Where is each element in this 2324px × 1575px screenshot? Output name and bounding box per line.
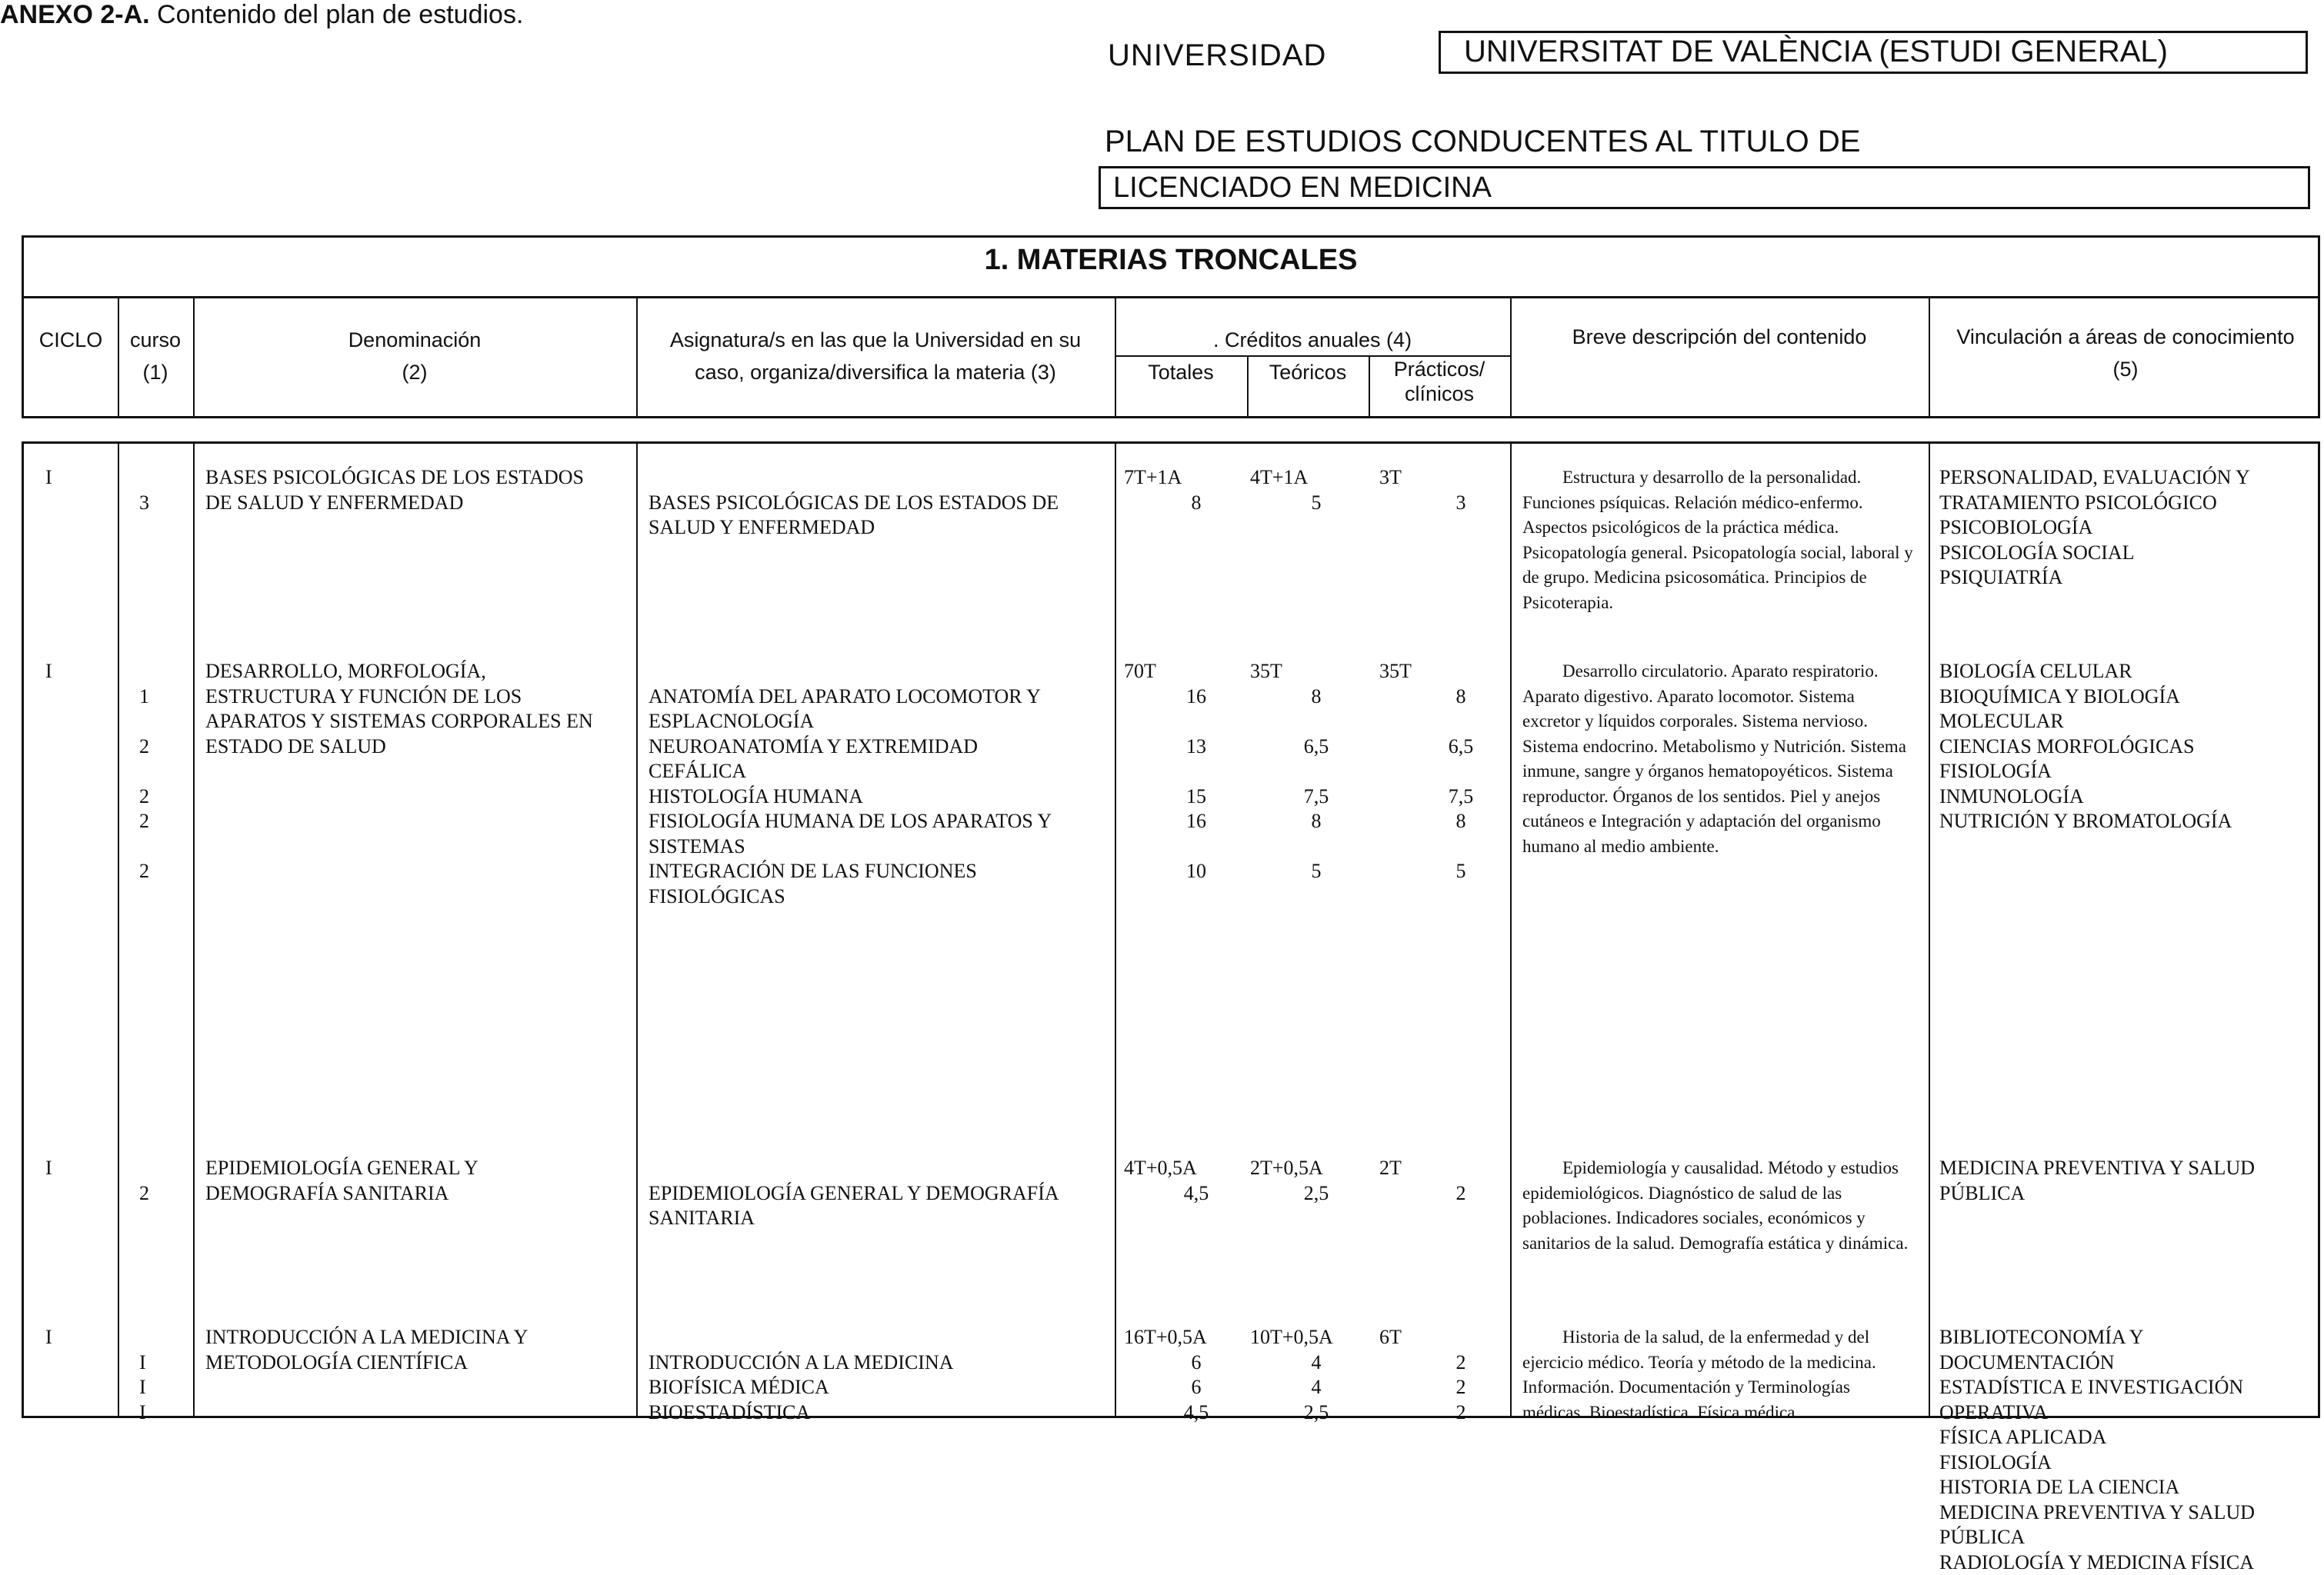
asignatura-totales: 6 [1158,1350,1235,1376]
header-denominacion: Denominación [193,325,636,355]
body-divider [193,444,195,1416]
body-divider [1115,444,1116,1416]
asignatura-curso: 1 [139,684,149,710]
asignatura-curso: 2 [139,809,149,834]
asignatura-totales: 15 [1158,784,1235,810]
area-conocimiento: PÚBLICA [1939,1525,2025,1550]
materia-denominacion: INTRODUCCIÓN A LA MEDICINA Y [205,1325,528,1350]
asignatura-totales: 10 [1158,859,1235,884]
asignatura-nombre: FISIOLÓGICAS [649,884,785,910]
asignatura-nombre: INTEGRACIÓN DE LAS FUNCIONES [649,859,977,884]
materia-totales: 16T+0,5A [1124,1325,1207,1350]
asignatura-teoricos: 8 [1278,684,1355,710]
area-conocimiento: MOLECULAR [1939,709,2064,734]
section-title: 1. MATERIAS TRONCALES [24,244,2318,277]
materia-denominacion: APARATOS Y SISTEMAS CORPORALES EN [205,709,593,734]
asignatura-nombre: INTRODUCCIÓN A LA MEDICINA [649,1350,954,1376]
asignatura-teoricos: 4 [1278,1375,1355,1400]
area-conocimiento: BIBLIOTECONOMÍA Y [1939,1325,2144,1350]
asignatura-nombre: BIOFÍSICA MÉDICA [649,1375,829,1400]
asignatura-teoricos: 7,5 [1278,784,1355,810]
area-conocimiento: PERSONALIDAD, EVALUACIÓN Y [1939,465,2250,491]
materia-totales: 70T [1124,659,1156,684]
asignatura-curso: I [139,1375,146,1400]
materia-descripcion: Desarrollo circulatorio. Aparato respiratorio. Aparato digestivo. Aparato locomotor. Sistema excretor y líquidos corporales. Sistema nervioso. Sistema endocrino. Metabolismo y Nutrición. Sistema inmune, sangre y órganos hematopoyéticos. Sistema reproductor. Órganos de los sentidos. Piel y anejos cutáneos e Integración y adaptación del organismo humano al medio ambiente. [1522,659,1915,859]
header-practicos-line: clínicos [1369,381,1510,406]
body-divider [1510,444,1512,1416]
annex-subtitle: Contenido del plan de estudios. [150,0,524,29]
asignatura-teoricos: 8 [1278,809,1355,834]
asignatura-practicos: 8 [1422,684,1499,710]
asignatura-nombre: EPIDEMIOLOGÍA GENERAL Y DEMOGRAFÍA [649,1181,1059,1207]
annex-title [0,0,523,30]
asignatura-nombre: SISTEMAS [649,834,745,860]
materia-teoricos: 35T [1250,659,1282,684]
university-label: UNIVERSIDAD [1108,38,1326,73]
asignatura-nombre: SANITARIA [649,1206,755,1231]
university-name: UNIVERSITAT DE VALÈNCIA (ESTUDI GENERAL) [1464,35,2168,68]
asignatura-curso: 3 [139,491,149,516]
materia-practicos: 6T [1379,1325,1402,1350]
materia-totales: 4T+0,5A [1124,1156,1197,1181]
header-divider [1510,297,1512,416]
body-divider [118,444,119,1416]
asignatura-totales: 6 [1158,1375,1235,1400]
table-body [22,441,2320,1418]
materia-denominacion: DEMOGRAFÍA SANITARIA [205,1181,448,1207]
header-curso-note: (1) [118,357,193,388]
asignatura-practicos: 8 [1422,809,1499,834]
materia-denominacion: BASES PSICOLÓGICAS DE LOS ESTADOS [205,465,584,491]
asignatura-totales: 16 [1158,809,1235,834]
asignatura-nombre: NEUROANATOMÍA Y EXTREMIDAD [649,734,978,760]
area-conocimiento: HISTORIA DE LA CIENCIA [1939,1475,2179,1500]
materia-descripcion: Historia de la salud, de la enfermedad y del ejercicio médico. Teoría y método de la medicina. Información. Documentación y Terminologías médicas. Bioestadística. Física médica. [1522,1325,1915,1425]
materia-teoricos: 4T+1A [1250,465,1308,491]
asignatura-teoricos: 6,5 [1278,734,1355,760]
area-conocimiento: PÚBLICA [1939,1181,2025,1207]
materia-ciclo: I [45,465,52,491]
asignatura-curso: I [139,1350,146,1376]
asignatura-totales: 13 [1158,734,1235,760]
header-descripcion: Breve descripción del contenido [1510,321,1929,352]
materia-denominacion: EPIDEMIOLOGÍA GENERAL Y [205,1156,478,1181]
body-divider [1929,444,1930,1416]
asignatura-totales: 8 [1158,491,1235,516]
asignatura-teoricos: 2,5 [1278,1181,1355,1207]
materia-denominacion: METODOLOGÍA CIENTÍFICA [205,1350,468,1376]
asignatura-nombre: ESPLACNOLOGÍA [649,709,814,734]
body-divider [636,444,638,1416]
asignatura-nombre: FISIOLOGÍA HUMANA DE LOS APARATOS Y [649,809,1052,834]
asignatura-curso: I [139,1400,146,1426]
header-practicos-line: Prácticos/ [1369,357,1510,381]
area-conocimiento: CIENCIAS MORFOLÓGICAS [1939,734,2195,760]
asignatura-totales: 16 [1158,684,1235,710]
materia-practicos: 2T [1379,1156,1402,1181]
header-vinculacion: Vinculación a áreas de conocimiento [1929,321,2322,352]
asignatura-curso: 2 [139,734,149,760]
area-conocimiento: NUTRICIÓN Y BROMATOLOGÍA [1939,809,2232,834]
plan-label: PLAN DE ESTUDIOS CONDUCENTES AL TITULO DE [1105,125,1860,159]
materia-ciclo: I [45,1325,52,1350]
header-creditos: . Créditos anuales (4) [1115,325,1510,355]
area-conocimiento: FISIOLOGÍA [1939,759,2052,784]
area-conocimiento: OPERATIVA [1939,1400,2048,1426]
header-denominacion-note: (2) [193,357,636,388]
materia-descripcion: Epidemiología y causalidad. Método y estudios epidemiológicos. Diagnóstico de salud de las poblaciones. Indicadores sociales, económicos y sanitarios de la salud. Demografía estática y dinámica. [1522,1156,1915,1256]
area-conocimiento: MEDICINA PREVENTIVA Y SALUD [1939,1500,2255,1526]
asignatura-practicos: 2 [1422,1181,1499,1207]
asignatura-practicos: 2 [1422,1400,1499,1426]
materia-descripcion: Estructura y desarrollo de la personalidad. Funciones psíquicas. Relación médico-enfermo. Aspectos psicológicos de la práctica médica. Psicopatología general. Psicopatología social, laboral y de grupo. Medicina psicosomática. Principios de Psicoterapia. [1522,465,1915,615]
area-conocimiento: PSIQUIATRÍA [1939,565,2062,591]
area-conocimiento: DOCUMENTACIÓN [1939,1350,2115,1376]
area-conocimiento: ESTADÍSTICA E INVESTIGACIÓN [1939,1375,2243,1400]
asignatura-totales: 4,5 [1158,1400,1235,1426]
asignatura-practicos: 5 [1422,859,1499,884]
materia-practicos: 35T [1379,659,1412,684]
materia-ciclo: I [45,1156,52,1181]
header-teoricos: Teóricos [1247,357,1369,388]
area-conocimiento: PSICOBIOLOGÍA [1939,515,2092,541]
degree-name: LICENCIADO EN MEDICINA [1113,171,1492,204]
area-conocimiento: TRATAMIENTO PSICOLÓGICO [1939,491,2217,516]
annex-label: ANEXO 2-A. [0,0,150,29]
materia-totales: 7T+1A [1124,465,1182,491]
asignatura-practicos: 2 [1422,1375,1499,1400]
materia-denominacion: ESTADO DE SALUD [205,734,386,760]
asignatura-practicos: 6,5 [1422,734,1499,760]
asignatura-curso: 2 [139,1181,149,1207]
area-conocimiento: FISIOLOGÍA [1939,1450,2052,1476]
area-conocimiento: BIOQUÍMICA Y BIOLOGÍA [1939,684,2180,710]
table-header [22,297,2320,418]
asignatura-curso: 2 [139,859,149,884]
header-totales: Totales [1115,357,1247,388]
asignatura-nombre: CEFÁLICA [649,759,746,784]
university-name-box [1439,31,2308,74]
asignatura-nombre: ANATOMÍA DEL APARATO LOCOMOTOR Y [649,684,1041,710]
materia-denominacion: DE SALUD Y ENFERMEDAD [205,491,463,516]
area-conocimiento: RADIOLOGÍA Y MEDICINA FÍSICA [1939,1550,2254,1575]
materia-denominacion: DESARROLLO, MORFOLOGÍA, [205,659,486,684]
header-curso: curso [118,325,193,355]
asignatura-totales: 4,5 [1158,1181,1235,1207]
asignatura-nombre: SALUD Y ENFERMEDAD [649,515,875,541]
materia-teoricos: 10T+0,5A [1250,1325,1333,1350]
asignatura-nombre: HISTOLOGÍA HUMANA [649,784,863,810]
asignatura-curso: 2 [139,784,149,810]
asignatura-nombre: BIOESTADÍSTICA [649,1400,810,1426]
section-title-box [22,235,2320,298]
materia-ciclo: I [45,659,52,684]
area-conocimiento: PSICOLOGÍA SOCIAL [1939,541,2135,566]
area-conocimiento: FÍSICA APLICADA [1939,1425,2106,1450]
header-ciclo: CICLO [24,325,118,355]
header-practicos [1369,357,1510,406]
header-asignatura: Asignatura/s en las que la Universidad en su [636,325,1115,355]
header-vinculacion-note: (5) [1929,354,2322,385]
materia-denominacion: ESTRUCTURA Y FUNCIÓN DE LOS [205,684,522,710]
degree-box [1099,166,2310,209]
header-asignatura: caso, organiza/diversifica la materia (3) [636,357,1115,388]
asignatura-nombre: BASES PSICOLÓGICAS DE LOS ESTADOS DE [649,491,1059,516]
asignatura-practicos: 7,5 [1422,784,1499,810]
asignatura-teoricos: 5 [1278,859,1355,884]
area-conocimiento: MEDICINA PREVENTIVA Y SALUD [1939,1156,2255,1181]
asignatura-teoricos: 4 [1278,1350,1355,1376]
area-conocimiento: INMUNOLOGÍA [1939,784,2084,810]
asignatura-practicos: 2 [1422,1350,1499,1376]
asignatura-teoricos: 5 [1278,491,1355,516]
asignatura-teoricos: 2,5 [1278,1400,1355,1426]
materia-teoricos: 2T+0,5A [1250,1156,1323,1181]
materia-practicos: 3T [1379,465,1402,491]
area-conocimiento: BIOLOGÍA CELULAR [1939,659,2132,684]
asignatura-practicos: 3 [1422,491,1499,516]
